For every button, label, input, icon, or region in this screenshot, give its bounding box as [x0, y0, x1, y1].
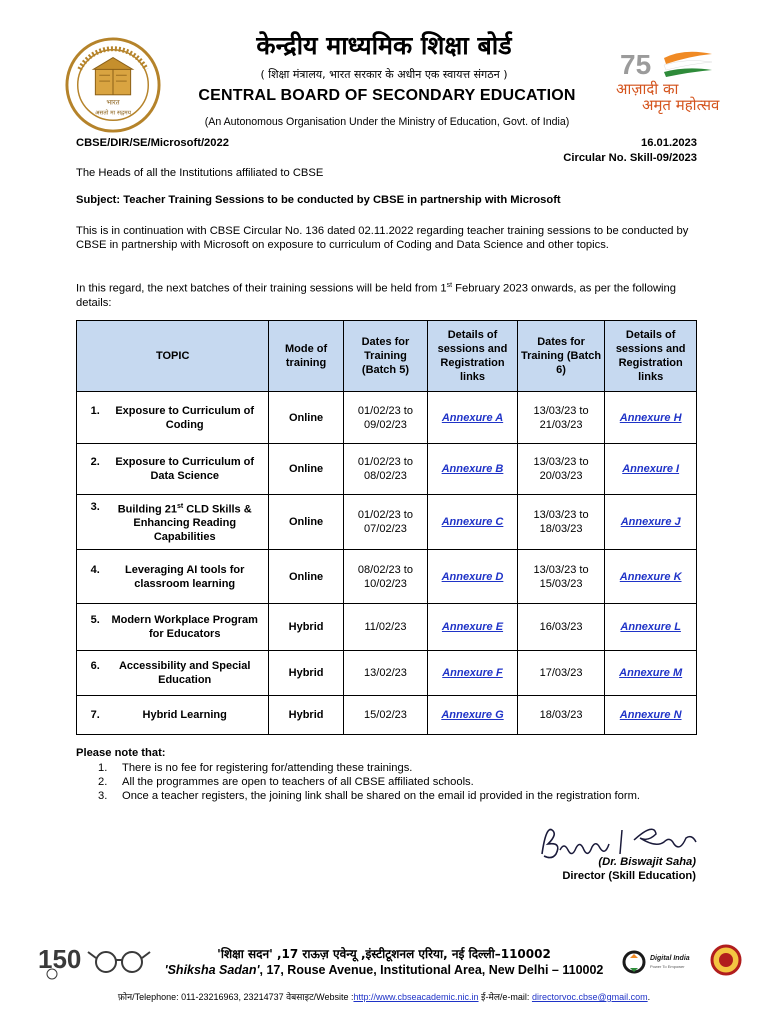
- annexure-e-link[interactable]: Annexure E: [428, 604, 518, 651]
- board-name-hindi: केन्द्रीय माध्यमिक शिक्षा बोर्ड: [256, 31, 512, 60]
- annexure-a-link[interactable]: Annexure A: [428, 392, 518, 444]
- row-number: 6.: [90, 660, 100, 672]
- topic-superscript: st: [176, 502, 184, 510]
- annexure-n-link[interactable]: Annexure N: [605, 696, 697, 735]
- header-topic: TOPIC: [77, 321, 269, 392]
- board-subtitle-english: (An Autonomous Organisation Under the Ministry of Education, Govt. of India): [204, 116, 570, 128]
- address-building-name: 'Shiksha Sadan': [164, 963, 260, 977]
- note-number: 1.: [98, 762, 108, 774]
- annexure-c-link[interactable]: Annexure C: [428, 495, 518, 550]
- note-number: 2.: [98, 776, 108, 788]
- header-batch5-dates: Dates for Training (Batch 5): [343, 321, 427, 392]
- mode-cell: Hybrid: [269, 604, 343, 651]
- topic-cell: [77, 444, 269, 495]
- notes-heading: Please note that:: [76, 747, 166, 759]
- topic-text: [107, 500, 262, 545]
- batch5-dates: 13/02/23: [343, 651, 427, 696]
- batch6-dates: 18/03/23: [517, 696, 605, 735]
- topic-text: Leveraging AI tools for classroom learning: [125, 563, 245, 590]
- table-row: [77, 495, 697, 550]
- annexure-g-link[interactable]: Annexure G: [428, 696, 518, 735]
- topic-cell: [77, 651, 269, 696]
- list-item: [76, 775, 700, 789]
- annexure-f-link[interactable]: Annexure F: [428, 651, 518, 696]
- para2-superscript: st: [446, 282, 453, 289]
- website-link[interactable]: http://www.cbseacademic.nic.in: [353, 992, 479, 1002]
- note-text: Once a teacher registers, the joining link shall be shared on the email id provided in the registration form.: [122, 790, 641, 802]
- azadi-number: 75: [620, 49, 652, 80]
- batch5-dates: 01/02/23 to 07/02/23: [343, 495, 427, 550]
- digital-india-tagline: Power To Empower: [650, 964, 685, 969]
- email-link[interactable]: directorvoc.cbse@gmail.com: [531, 992, 648, 1002]
- circular-number: Circular No. Skill-09/2023: [563, 152, 697, 164]
- row-number: 1.: [90, 404, 100, 417]
- mode-cell: Online: [269, 444, 343, 495]
- topic-text: Exposure to Curriculum of Data Science: [115, 456, 255, 482]
- azadi-line1: आज़ादी का: [616, 80, 679, 98]
- signature-scrawl: Biswajit Saha: [536, 820, 543, 821]
- board-subtitle-hindi: ( शिक्षा मंत्रालय, भारत सरकार के अधीन एक स्वायत्त संगठन ): [260, 68, 508, 81]
- topic-text: Exposure to Curriculum of Coding: [115, 404, 255, 431]
- address-english: [0, 963, 768, 977]
- subject-line: Subject: Teacher Training Sessions to be conducted by CBSE in partnership with Microsoft: [76, 194, 561, 206]
- row-number: 2.: [90, 456, 100, 468]
- azadi-ka-amrit-mahotsav-logo: [612, 44, 720, 114]
- address-rest: , 17, Rouse Avenue, Institutional Area, New Delhi – 110002: [259, 963, 604, 977]
- table-row: [77, 651, 697, 696]
- note-text: All the programmes are open to teachers of all CBSE affiliated schools.: [122, 776, 474, 788]
- row-number: 5.: [90, 614, 100, 626]
- logo-150-text: 150: [38, 944, 82, 974]
- table-row: [77, 392, 697, 444]
- paragraph-schedule-intro: [76, 279, 696, 310]
- note-number: 3.: [98, 790, 108, 802]
- topic-after: CLD Skills & Enhancing Reading Capabilities: [133, 503, 252, 544]
- topic-text: Modern Workplace Program for Educators: [111, 614, 258, 640]
- mode-cell: Hybrid: [269, 651, 343, 696]
- contact-prefix: फ़ोन/Telephone: 011-23216963, 23214737 वेबसाइट/Website :: [117, 992, 354, 1002]
- contact-suffix: .: [647, 992, 651, 1002]
- table-row: [77, 604, 697, 651]
- table-row: [77, 550, 697, 604]
- header-batch6-dates: Dates for Training (Batch 6): [517, 321, 605, 392]
- contact-mid: ई-मेल/e-mail:: [478, 992, 532, 1002]
- row-number: 7.: [90, 709, 100, 721]
- batch6-dates: 13/03/23 to 21/03/23: [517, 392, 605, 444]
- topic-text: Hybrid Learning: [142, 709, 227, 721]
- signatory-designation: Director (Skill Education): [562, 870, 696, 882]
- row-number: 3.: [90, 500, 100, 513]
- batch5-dates: 01/02/23 to 08/02/23: [343, 444, 427, 495]
- digital-india-name: Digital India: [650, 955, 690, 962]
- batch6-dates: 13/03/23 to 20/03/23: [517, 444, 605, 495]
- topic-cell: [77, 604, 269, 651]
- batch5-dates: 11/02/23: [343, 604, 427, 651]
- table-row: [77, 696, 697, 735]
- annexure-j-link[interactable]: Annexure J: [605, 495, 697, 550]
- seal-motto-text: असतो मा सद्गमय: [94, 110, 132, 117]
- batch6-dates: 16/03/23: [517, 604, 605, 651]
- batch5-dates: 15/02/23: [343, 696, 427, 735]
- table-header-row: [77, 321, 697, 392]
- mode-cell: Online: [269, 392, 343, 444]
- signatory-name: (Dr. Biswajit Saha): [598, 856, 696, 868]
- note-text: There is no fee for registering for/attending these trainings.: [122, 762, 413, 774]
- topic-cell: [77, 392, 269, 444]
- addressee: The Heads of all the Institutions affiliated to CBSE: [76, 167, 324, 179]
- notes-list: [76, 761, 700, 803]
- para2-before: In this regard, the next batches of their training sessions will be held from 1: [76, 282, 447, 295]
- list-item: [76, 761, 700, 775]
- annexure-k-link[interactable]: Annexure K: [605, 550, 697, 604]
- header-batch6-links: Details of sessions and Registration links: [605, 321, 697, 392]
- address-hindi: 'शिक्षा सदन' ,17 राऊज़ एवेन्यू ,इंस्टीटूशनल एरिया, नई दिल्ली–110002: [217, 947, 551, 961]
- para2-after: February 2023 onwards, as per the following details:: [76, 282, 676, 309]
- row-number: 4.: [90, 563, 100, 576]
- batch6-dates: 17/03/23: [517, 651, 605, 696]
- annexure-i-link[interactable]: Annexure I: [605, 444, 697, 495]
- topic-cell: [77, 495, 269, 550]
- topic-before: Building 21: [117, 503, 177, 516]
- mode-cell: Hybrid: [269, 696, 343, 735]
- circular-date: 16.01.2023: [641, 137, 697, 149]
- paragraph-continuation: This is in continuation with CBSE Circular No. 136 dated 02.11.2022 regarding teacher training sessions to be conducted by CBSE in partnership with Microsoft on exposure to curriculum of Coding and Data Science and other topics.: [76, 225, 689, 251]
- annexure-b-link[interactable]: Annexure B: [428, 444, 518, 495]
- topic-cell: [77, 550, 269, 604]
- table-row: [77, 444, 697, 495]
- annexure-h-link[interactable]: Annexure H: [605, 392, 697, 444]
- annexure-d-link[interactable]: Annexure D: [428, 550, 518, 604]
- batch6-dates: 13/03/23 to 15/03/23: [517, 550, 605, 604]
- header-batch5-links: Details of sessions and Registration links: [428, 321, 518, 392]
- batch5-dates: 01/02/23 to 09/02/23: [343, 392, 427, 444]
- seal-hindi-text: भारत: [106, 98, 120, 107]
- contact-line: [0, 990, 768, 1003]
- mode-cell: Online: [269, 495, 343, 550]
- topic-cell: [77, 696, 269, 735]
- annexure-m-link[interactable]: Annexure M: [605, 651, 697, 696]
- board-name-english: CENTRAL BOARD OF SECONDARY EDUCATION: [198, 87, 576, 104]
- azadi-line2: अमृत महोत्सव: [642, 96, 720, 114]
- header-mode: Mode of training: [269, 321, 343, 392]
- training-schedule-table: [76, 320, 697, 735]
- batch6-dates: 13/03/23 to 18/03/23: [517, 495, 605, 550]
- annexure-l-link[interactable]: Annexure L: [605, 604, 697, 651]
- topic-text: Accessibility and Special Education: [118, 660, 251, 686]
- mode-cell: Online: [269, 550, 343, 604]
- batch5-dates: 08/02/23 to 10/02/23: [343, 550, 427, 604]
- reference-number: CBSE/DIR/SE/Microsoft/2022: [76, 137, 229, 149]
- list-item: [76, 789, 700, 803]
